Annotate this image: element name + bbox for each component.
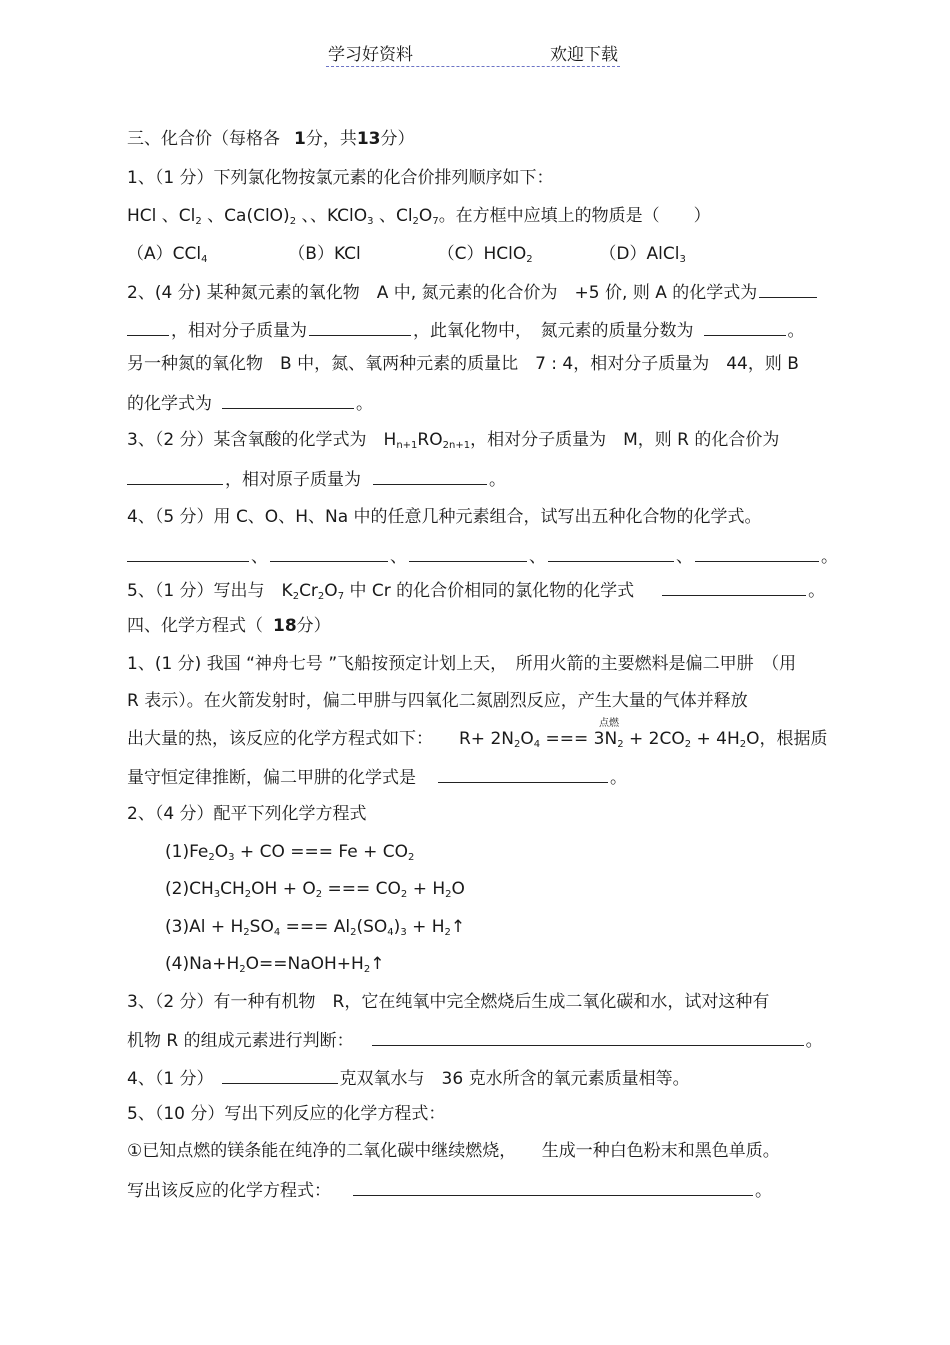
eq-part: O，根据质 bbox=[746, 729, 828, 749]
sub: 2n+1 bbox=[442, 440, 471, 451]
section3-title-e: 分） bbox=[380, 129, 415, 149]
gas-arrow-icon: ↑ bbox=[370, 954, 385, 974]
answer-blank[interactable] bbox=[309, 318, 411, 336]
reaction-condition: 点燃 bbox=[599, 718, 619, 729]
header-left-text: 学习好资料 bbox=[328, 45, 413, 65]
sub: 3 bbox=[400, 927, 407, 938]
eq-part: SO bbox=[249, 917, 274, 937]
s3-q2-line2-b: ，此氧化物中， 氮元素的质量分数为 bbox=[413, 321, 694, 341]
sub: 4 bbox=[387, 927, 394, 938]
eq-part: === CO bbox=[322, 879, 401, 899]
answer-blank[interactable] bbox=[438, 765, 608, 783]
sub: 2 bbox=[208, 852, 215, 863]
sub: 2 bbox=[363, 964, 371, 975]
period: 。 bbox=[821, 547, 838, 567]
sub: 3 bbox=[213, 889, 221, 900]
period: 。 bbox=[755, 1181, 772, 1201]
s3-q2-line4-text: 的化学式为 bbox=[127, 394, 212, 414]
answer-blank[interactable] bbox=[270, 544, 388, 562]
sub: 4 bbox=[201, 254, 208, 265]
sub: 2 bbox=[617, 739, 624, 750]
s3-q1-list-tail: 。在方框中应填上的物质是（ ） bbox=[438, 206, 711, 226]
s3-q3-line1-c: ，相对分子质量为 M，则 R 的化合价为 bbox=[470, 430, 780, 450]
s4-q3-line1: 3、（2 分）有一种有机物 R，它在纯氧中完全燃烧后生成二氧化碳和水，试对这种有 bbox=[127, 992, 770, 1012]
option-c: （C）HClO bbox=[437, 244, 527, 264]
sub: 2 bbox=[239, 964, 246, 975]
s3-q1-list-c: 、、KClO bbox=[296, 206, 368, 226]
section3-title-c: 分，共 bbox=[305, 129, 357, 149]
s4-q5-line1: ①已知点燃的镁条能在纯净的二氧化碳中继续燃烧， 生成一种白色粉末和黑色单质。 bbox=[127, 1141, 780, 1161]
s4-q2-eq4 bbox=[165, 953, 384, 981]
eq-part: O bbox=[214, 842, 229, 862]
page-header bbox=[326, 40, 620, 67]
s3-q1-options bbox=[127, 243, 686, 271]
s4-q1-line3 bbox=[127, 728, 828, 756]
period: 。 bbox=[356, 394, 373, 414]
eq-part: + H bbox=[406, 917, 445, 937]
s3-q3-line1 bbox=[127, 429, 779, 457]
s3-q3-line2-text: ，相对原子质量为 bbox=[225, 470, 361, 490]
s4-q5-line2-text: 写出该反应的化学方程式： bbox=[127, 1181, 331, 1201]
sub: 2 bbox=[315, 889, 323, 900]
period: 。 bbox=[787, 321, 805, 341]
eq-part: ) bbox=[393, 917, 401, 937]
sub: 2 bbox=[350, 927, 357, 938]
sub: 3 bbox=[228, 852, 235, 863]
s3-q5 bbox=[127, 578, 825, 608]
answer-blank[interactable] bbox=[373, 467, 487, 485]
s4-q3-line2-text: 机物 R 的组成元素进行判断： bbox=[127, 1031, 354, 1051]
s4-q4-a: 4、（1 分） bbox=[127, 1069, 214, 1089]
answer-blank[interactable] bbox=[409, 544, 527, 562]
gas-arrow-icon: ↑ bbox=[450, 917, 466, 937]
answer-blank[interactable] bbox=[222, 391, 354, 409]
sub: 4 bbox=[533, 739, 541, 750]
s4-q2-eq2 bbox=[165, 878, 465, 906]
s3-q2-line1-text: 2、(4 分) 某种氮元素的氧化物 A 中, 氮元素的化合价为 +5 价, 则 A 的化学式为 bbox=[127, 283, 758, 303]
sub: 3 bbox=[367, 216, 374, 227]
s3-q5-b: Cr bbox=[299, 581, 318, 601]
s4-q5-line2 bbox=[127, 1178, 772, 1202]
sub: 2 bbox=[445, 889, 452, 900]
option-b: （B）KCl bbox=[288, 244, 361, 264]
eq-part: === 3N bbox=[540, 729, 618, 749]
eq-part: + 2CO bbox=[623, 729, 685, 749]
period: 。 bbox=[610, 768, 627, 788]
s3-q4-stem: 4、（5 分）用 C、O、H、Na 中的任意几种元素组合，试写出五种化合物的化学式。 bbox=[127, 507, 762, 527]
eq-part: CH bbox=[220, 879, 245, 899]
answer-blank[interactable] bbox=[222, 1066, 338, 1084]
section4-title-a: 四、化学方程式（ bbox=[127, 616, 263, 636]
eq-part: O==NaOH+H bbox=[245, 954, 364, 974]
sub: 2 bbox=[289, 216, 297, 227]
sub: 4 bbox=[273, 927, 281, 938]
s3-q2-line2 bbox=[127, 318, 805, 342]
sub: 2 bbox=[412, 216, 419, 227]
sub: 7 bbox=[337, 591, 345, 602]
s3-q1-list-b: 、Ca(ClO) bbox=[201, 206, 290, 226]
section4-title-total: 18 bbox=[273, 616, 297, 636]
option-d: （D）AlCl bbox=[599, 244, 680, 264]
sub: 2 bbox=[514, 739, 521, 750]
s4-q5-stem: 5、（10 分）写出下列反应的化学方程式： bbox=[127, 1104, 446, 1124]
answer-blank[interactable] bbox=[548, 544, 674, 562]
s3-q2-line4 bbox=[127, 391, 373, 415]
s4-q1-line4 bbox=[127, 765, 627, 789]
sub: 2 bbox=[444, 927, 451, 938]
sub: 2 bbox=[292, 591, 300, 602]
answer-blank[interactable] bbox=[353, 1178, 753, 1196]
s4-q2-eq3 bbox=[165, 916, 465, 944]
period: 。 bbox=[805, 1031, 823, 1051]
eq-part: O bbox=[520, 729, 534, 749]
eq-part: + 4H bbox=[691, 729, 740, 749]
eq-part: O bbox=[451, 879, 465, 899]
separator: 、 bbox=[251, 547, 268, 567]
sub: 2 bbox=[243, 927, 250, 938]
section4-title bbox=[127, 615, 331, 637]
sub: 2 bbox=[195, 216, 202, 227]
s3-q1-list-d: 、Cl bbox=[373, 206, 413, 226]
eq-part: (3)Al + H bbox=[165, 917, 244, 937]
option-a: （A）CCl bbox=[127, 244, 202, 264]
separator: 、 bbox=[390, 547, 407, 567]
answer-blank[interactable] bbox=[662, 578, 806, 596]
eq-part: (SO bbox=[356, 917, 388, 937]
s3-q1-stem: 1、（1 分）下列氯化物按氯元素的化合价排列顺序如下： bbox=[127, 168, 554, 188]
header-right-text: 欢迎下载 bbox=[550, 45, 618, 65]
s3-q2-line1 bbox=[127, 280, 819, 304]
section3-title bbox=[127, 128, 415, 150]
answer-blank[interactable] bbox=[127, 318, 169, 336]
s4-q2-eq1 bbox=[165, 841, 414, 869]
period: 。 bbox=[489, 470, 506, 490]
sub: 2 bbox=[526, 254, 533, 265]
s3-q5-d: 中 Cr 的化合价相同的氯化物的化学式 bbox=[344, 581, 635, 601]
s3-q3-line1-a: 3、（2 分）某含氧酸的化学式为 H bbox=[127, 430, 397, 450]
s4-q4 bbox=[127, 1066, 690, 1090]
sub: 2 bbox=[400, 889, 408, 900]
s3-q3-line2 bbox=[127, 467, 506, 491]
s4-q1-line2: R 表示）。在火箭发射时，偏二甲肼与四氧化二氮剧烈反应，产生大量的气体并释放 bbox=[127, 691, 748, 711]
separator: 、 bbox=[529, 547, 546, 567]
sub: 2 bbox=[739, 739, 747, 750]
section3-title-a: 三、化合价（每格各 bbox=[127, 129, 280, 149]
eq-part: (2)CH bbox=[165, 879, 214, 899]
s3-q5-c: O bbox=[324, 581, 338, 601]
sub: 2 bbox=[407, 852, 415, 863]
eq-part: (4)Na+H bbox=[165, 954, 240, 974]
eq-part: + H bbox=[407, 879, 446, 899]
answer-blank[interactable] bbox=[127, 544, 249, 562]
eq-part: === Al bbox=[280, 917, 351, 937]
eq-part: OH + O bbox=[251, 879, 316, 899]
answer-blank[interactable] bbox=[372, 1028, 804, 1046]
eq-part: + CO === Fe + CO bbox=[234, 842, 408, 862]
s4-q3-line2 bbox=[127, 1028, 823, 1052]
s3-q2-line2-a: ，相对分子质量为 bbox=[171, 321, 307, 341]
sub: 7 bbox=[432, 216, 439, 227]
answer-blank[interactable] bbox=[695, 544, 819, 562]
s3-q5-a: 5、（1 分）写出与 K bbox=[127, 581, 293, 601]
sub: 2 bbox=[684, 739, 692, 750]
s3-q2-line3: 另一种氮的氧化物 B 中，氮、氧两种元素的质量比 7 : 4，相对分子质量为 44，则 B bbox=[127, 354, 799, 374]
section3-title-total: 13 bbox=[356, 129, 381, 149]
separator: 、 bbox=[676, 547, 693, 567]
s4-q2-stem: 2、（4 分）配平下列化学方程式 bbox=[127, 804, 367, 824]
period: 。 bbox=[808, 581, 826, 601]
s3-q1-list bbox=[127, 205, 711, 233]
s3-q4-blanks bbox=[127, 544, 838, 568]
answer-blank[interactable] bbox=[704, 318, 786, 336]
s4-q1-line1: 1、(1 分) 我国 “神舟七号 ”飞船按预定计划上天， 所用火箭的主要燃料是偏二甲肼 （用 bbox=[127, 654, 797, 674]
s4-q1-line3-a: 出大量的热，该反应的化学方程式如下： bbox=[127, 729, 433, 749]
sub: n+1 bbox=[396, 440, 418, 451]
answer-blank[interactable] bbox=[127, 467, 223, 485]
section3-title-points: 1 bbox=[294, 129, 306, 149]
s3-q1-list-a: HCl 、Cl bbox=[127, 206, 196, 226]
s3-q1-list-d-mid: O bbox=[418, 206, 433, 226]
s3-q3-line1-b: RO bbox=[417, 430, 443, 450]
sub: 3 bbox=[679, 254, 686, 265]
sub: 2 bbox=[244, 889, 252, 900]
sub: 2 bbox=[317, 591, 325, 602]
eq-part: (1)Fe bbox=[165, 842, 209, 862]
section4-title-c: 分） bbox=[296, 616, 331, 636]
s4-q1-line4-text: 量守恒定律推断，偏二甲肼的化学式是 bbox=[127, 768, 416, 788]
s4-q4-b: 克双氧水与 36 克水所含的氧元素质量相等。 bbox=[339, 1069, 690, 1089]
answer-blank[interactable] bbox=[759, 280, 817, 298]
eq-part: R+ 2N bbox=[459, 729, 514, 749]
